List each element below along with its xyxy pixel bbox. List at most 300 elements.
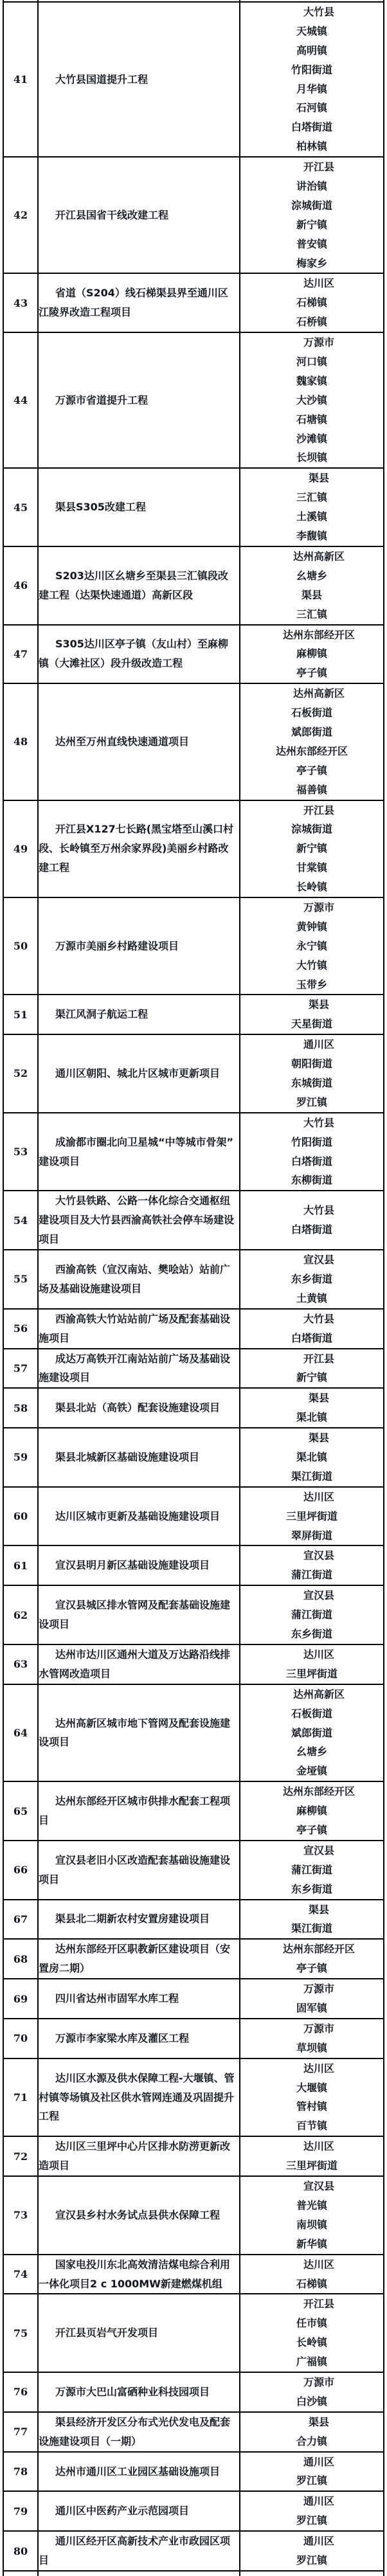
location-town: 白塔街道 xyxy=(291,1223,332,1236)
row-number: 75 xyxy=(13,2327,28,2339)
row-number: 80 xyxy=(13,2544,28,2557)
row-number-cell xyxy=(4,2532,39,2570)
location-town: 东乡街道 xyxy=(291,1882,332,1895)
location-town: 罗江镇 xyxy=(296,2514,327,2527)
project-locations-cell xyxy=(240,626,383,683)
row-number: 47 xyxy=(13,647,28,660)
project-locations-cell xyxy=(240,2532,383,2570)
location-town: 石梯镇 xyxy=(296,296,327,309)
project-title: 渠县北二期新农村安置房建设项目 xyxy=(55,1913,210,1925)
row-number: 68 xyxy=(13,1952,28,1965)
row-number: 45 xyxy=(13,501,28,514)
row-number-cell xyxy=(4,801,39,897)
row-number: 77 xyxy=(13,2426,28,2438)
row-number-cell xyxy=(4,995,39,1034)
next-row-sliver xyxy=(3,2571,384,2576)
project-locations-cell xyxy=(240,158,383,273)
location-town: 石梯镇 xyxy=(296,2277,327,2290)
row-number-cell xyxy=(4,2453,39,2491)
row-number: 76 xyxy=(13,2386,28,2399)
location-town: 福善镇 xyxy=(296,783,327,796)
project-locations-cell xyxy=(240,469,383,546)
row-number: 70 xyxy=(13,2032,28,2045)
project-locations-cell xyxy=(240,995,383,1034)
location-town: 亭子镇 xyxy=(296,667,327,680)
row-number-cell xyxy=(4,1488,39,1545)
location-town: 白塔街道 xyxy=(291,121,332,134)
project-title: 渠江风洞子航运工程 xyxy=(55,1008,148,1021)
location-county: 达川区 xyxy=(303,1490,334,1503)
table-row xyxy=(4,683,383,799)
location-town: 淙城街道 xyxy=(291,199,332,212)
location-county: 通川区 xyxy=(303,2535,334,2548)
location-town: 土黄镇 xyxy=(296,1292,327,1304)
row-number-cell xyxy=(4,2137,39,2175)
location-town: 新宁镇 xyxy=(296,218,327,231)
project-locations-cell xyxy=(240,1586,383,1644)
row-number-cell xyxy=(4,626,39,683)
location-town: 蒲江街道 xyxy=(291,1863,332,1876)
location-town: 南坝镇 xyxy=(296,2218,327,2231)
project-title: 成渝都市圈北向卫星城“中等城市骨架”建设项目 xyxy=(39,1135,234,1167)
location-county: 通川区 xyxy=(303,2495,334,2508)
table-row xyxy=(4,1899,383,1939)
row-number: 55 xyxy=(13,1273,28,1286)
location-town: 罗江镇 xyxy=(296,2554,327,2567)
location-town: 管村镇 xyxy=(296,2100,327,2113)
location-town: 幺塘乡 xyxy=(296,569,327,582)
table-row xyxy=(4,2411,383,2451)
project-title: 开江县X127七长路(黑宝塔至山溪口村段、长岭镇至万州余家界段)美丽乡村路改建工程 xyxy=(39,823,234,874)
row-number-cell xyxy=(4,3,39,156)
project-locations-cell xyxy=(240,1979,383,2018)
location-town: 幺塘乡 xyxy=(296,1745,327,1758)
row-number: 60 xyxy=(13,1510,28,1523)
row-number: 61 xyxy=(13,1559,28,1572)
location-town: 讲治镇 xyxy=(296,180,327,193)
location-town: 白塔街道 xyxy=(291,1155,332,1167)
project-title-cell xyxy=(39,2137,240,2175)
row-number: 69 xyxy=(13,1992,28,2005)
project-title-cell xyxy=(39,469,240,546)
project-title-cell xyxy=(39,158,240,273)
location-town: 李馥镇 xyxy=(296,530,327,543)
project-title: 达川区水源及供水保障工程-大堰镇、管村镇等场镇及社区供水管网连通及巩固提升工程 xyxy=(39,2071,235,2123)
table-row xyxy=(4,2372,383,2411)
project-locations-cell xyxy=(240,801,383,897)
project-title-cell xyxy=(39,1113,240,1191)
project-title: 万源市省道提升工程 xyxy=(55,393,148,406)
row-number-cell xyxy=(4,1250,39,1308)
table-row xyxy=(4,546,383,624)
project-title-cell xyxy=(39,1428,240,1486)
project-title-cell xyxy=(39,2059,240,2136)
project-locations-cell xyxy=(240,1428,383,1486)
location-county: 渠县 xyxy=(308,1903,329,1916)
location-town: 柏林镇 xyxy=(296,140,327,153)
project-title: 国家电投川东北高效清洁煤电综合利用一体化项目2 c 1000MW新建燃煤机组 xyxy=(39,2258,231,2290)
location-town: 梅家乡 xyxy=(296,257,327,269)
table-row xyxy=(4,1585,383,1644)
location-town: 玉带乡 xyxy=(296,978,327,991)
location-town: 新华镇 xyxy=(296,2237,327,2250)
project-locations-cell xyxy=(240,1349,383,1388)
project-title-cell xyxy=(39,1782,240,1840)
project-title: 渠县S305改建工程 xyxy=(55,501,146,514)
location-town: 东柳街道 xyxy=(291,1174,332,1187)
project-title: 渠县北站（高铁）配套设施建设项目 xyxy=(55,1401,221,1414)
location-town: 长坝镇 xyxy=(296,451,327,464)
row-number-cell xyxy=(4,1685,39,1781)
project-title-cell xyxy=(39,2453,240,2491)
row-number-cell xyxy=(4,1645,39,1684)
table-row xyxy=(4,1112,383,1191)
location-town: 渠江街道 xyxy=(291,1470,332,1482)
location-county: 渠县 xyxy=(308,472,329,485)
location-county: 达州东部经开区 xyxy=(282,1785,355,1798)
location-county: 开江县 xyxy=(303,1352,334,1365)
row-number: 43 xyxy=(13,296,28,309)
location-county: 通川区 xyxy=(303,2455,334,2468)
project-title-cell xyxy=(39,1488,240,1545)
row-number-cell xyxy=(4,1586,39,1644)
table-row xyxy=(4,994,383,1034)
row-number-cell xyxy=(4,1782,39,1840)
row-number: 46 xyxy=(13,579,28,592)
table-row xyxy=(4,897,383,994)
location-county: 达川区 xyxy=(303,2140,334,2153)
project-title: S203达川区幺塘乡至渠县三汇镇段改建工程（达渠快速通道）高新区段 xyxy=(39,569,228,601)
row-number-cell xyxy=(4,2413,39,2451)
location-town: 罗江镇 xyxy=(296,2474,327,2487)
location-town: 三里坪街道 xyxy=(285,1509,338,1522)
location-county: 达川区 xyxy=(303,2062,334,2075)
project-title-cell xyxy=(39,1841,240,1899)
row-number: 71 xyxy=(13,2091,28,2103)
location-town: 石塘镇 xyxy=(296,413,327,426)
location-town: 大竹镇 xyxy=(296,959,327,971)
table-row xyxy=(4,1644,383,1684)
location-town: 普光镇 xyxy=(296,2199,327,2211)
location-town: 石河镇 xyxy=(296,102,327,114)
location-county: 宣汉县 xyxy=(303,1549,334,1562)
table-row xyxy=(4,1308,383,1348)
table-row xyxy=(4,1249,383,1308)
row-number-cell xyxy=(4,1389,39,1427)
row-number-cell xyxy=(4,2019,39,2058)
project-title-cell xyxy=(39,3,240,156)
project-title: 万源市李家梁水库及灌区工程 xyxy=(55,2031,190,2044)
location-county: 达州东部经开区 xyxy=(282,628,355,641)
project-title-cell xyxy=(39,684,240,799)
location-town: 渠北镇 xyxy=(296,1451,327,1464)
row-number: 63 xyxy=(13,1658,28,1671)
row-number-cell xyxy=(4,1428,39,1486)
table-row xyxy=(4,2136,383,2175)
project-title: 通川区朝阳、城北片区城市更新项目 xyxy=(55,1067,221,1080)
row-number-cell xyxy=(4,547,39,624)
project-locations-cell xyxy=(240,2373,383,2411)
project-locations-cell xyxy=(240,333,383,467)
project-title-cell xyxy=(39,333,240,467)
row-number: 54 xyxy=(13,1214,28,1227)
location-county: 达州高新区 xyxy=(292,550,345,563)
project-title: 达州至万州直线快速通道项目 xyxy=(55,735,190,748)
project-locations-cell xyxy=(240,1940,383,1978)
project-locations-cell xyxy=(240,1685,383,1781)
location-town: 合力镇 xyxy=(296,2435,327,2447)
table-row xyxy=(4,273,383,332)
project-locations-cell xyxy=(240,274,383,332)
table-row xyxy=(4,1684,383,1781)
location-town: 高明镇 xyxy=(296,44,327,57)
row-number: 48 xyxy=(13,735,28,748)
location-county: 达川区 xyxy=(303,277,334,290)
location-town: 月华镇 xyxy=(296,82,327,95)
location-county: 万源市 xyxy=(303,1983,334,1995)
project-locations-cell xyxy=(240,2453,383,2491)
project-locations-cell xyxy=(240,1546,383,1585)
table-row xyxy=(4,2018,383,2058)
project-locations-cell xyxy=(240,2413,383,2451)
location-town: 东乡街道 xyxy=(291,1628,332,1641)
project-title-cell xyxy=(39,1645,240,1684)
project-locations-cell xyxy=(240,1250,383,1308)
table-row xyxy=(4,1545,383,1585)
project-locations-cell xyxy=(240,3,383,156)
table-row xyxy=(4,624,383,683)
location-county: 渠县 xyxy=(308,2415,329,2428)
table-row xyxy=(4,1938,383,1978)
location-county: 万源市 xyxy=(303,901,334,914)
table-row xyxy=(4,1978,383,2018)
project-title-cell xyxy=(39,1191,240,1249)
location-town: 竹阳街道 xyxy=(291,1135,332,1148)
row-number: 79 xyxy=(13,2505,28,2517)
project-title: 万源市大巴山富硒种业科技园项目 xyxy=(55,2385,210,2398)
location-town: 甘棠镇 xyxy=(296,861,327,874)
location-town: 白沙镇 xyxy=(296,2395,327,2408)
row-number: 44 xyxy=(13,394,28,407)
project-title: 宣汉县明月新区基础设施建设项目 xyxy=(55,1559,210,1572)
project-title-cell xyxy=(39,2294,240,2372)
row-number: 50 xyxy=(13,940,28,953)
table-row xyxy=(4,3,383,156)
project-title: 省道（S204）线石梯渠县界至通川区江陵界改造工程项目 xyxy=(39,287,228,319)
location-county: 渠县 xyxy=(308,1392,329,1405)
location-county: 宣汉县 xyxy=(303,1589,334,1602)
project-title: 通川区经开区高新技术产业市政园区项目 xyxy=(39,2535,231,2567)
row-number: 65 xyxy=(13,1805,28,1817)
location-town: 任市镇 xyxy=(296,2317,327,2330)
location-town: 新宁镇 xyxy=(296,1371,327,1384)
location-town: 金垭镇 xyxy=(296,1765,327,1778)
row-number-cell xyxy=(4,2294,39,2372)
location-county: 达川区 xyxy=(303,2258,334,2271)
row-number: 72 xyxy=(13,2150,28,2163)
row-number-cell xyxy=(4,684,39,799)
project-title-cell xyxy=(39,626,240,683)
location-town: 普安镇 xyxy=(296,237,327,250)
row-number: 64 xyxy=(13,1726,28,1739)
row-number-cell xyxy=(4,1113,39,1191)
table-row xyxy=(4,2175,383,2254)
row-number-cell xyxy=(4,1841,39,1899)
row-number-cell xyxy=(4,2059,39,2136)
project-title-cell xyxy=(39,547,240,624)
project-title: 西渝高铁大竹站站前广场及配套基础设施项目 xyxy=(39,1312,231,1344)
project-title-cell xyxy=(39,1685,240,1781)
project-title-cell xyxy=(39,2177,240,2254)
project-title-cell xyxy=(39,1250,240,1308)
project-locations-cell xyxy=(240,2294,383,2372)
location-town: 渠北镇 xyxy=(296,1411,327,1424)
project-locations-cell xyxy=(240,684,383,799)
project-locations-cell xyxy=(240,2059,383,2136)
row-number: 42 xyxy=(13,209,28,222)
location-town: 永宁镇 xyxy=(296,939,327,952)
project-title: 宣汉县乡村水务试点县供水保障工程 xyxy=(55,2208,221,2221)
location-county: 万源市 xyxy=(303,2022,334,2035)
project-locations-cell xyxy=(240,1900,383,1939)
project-title: 达州东部经开区城市供排水配套工程项目 xyxy=(39,1795,231,1827)
project-title: 大竹县铁路、公路一体化综合交通枢纽建设项目及大竹县西渝高铁社会停车场建设项目 xyxy=(39,1194,235,1246)
location-town: 百节镇 xyxy=(296,2120,327,2132)
table-row xyxy=(4,800,383,897)
row-number: 51 xyxy=(13,1008,28,1021)
project-locations-cell xyxy=(240,2255,383,2294)
row-number: 49 xyxy=(13,842,28,855)
location-town: 亭子镇 xyxy=(296,764,327,777)
project-title: 达州市达川区通州大道及万达路沿线排水管网改造项目 xyxy=(39,1648,231,1680)
row-number: 74 xyxy=(13,2268,28,2281)
location-county: 达川区 xyxy=(303,1648,334,1661)
location-town: 淙城街道 xyxy=(291,823,332,836)
row-number: 58 xyxy=(13,1401,28,1414)
location-town: 渠县 xyxy=(301,588,322,601)
row-number-cell xyxy=(4,1900,39,1939)
project-locations-cell xyxy=(240,1488,383,1545)
location-town: 罗江镇 xyxy=(296,1095,327,1108)
table-row xyxy=(4,156,383,273)
location-town: 沙滩镇 xyxy=(296,432,327,445)
row-number-cell xyxy=(4,898,39,994)
project-title-cell xyxy=(39,1035,240,1112)
location-town: 渠江街道 xyxy=(291,1922,332,1935)
location-county: 大竹县 xyxy=(303,1312,334,1325)
location-town: 亭子镇 xyxy=(296,1962,327,1975)
location-county: 万源市 xyxy=(303,2376,334,2388)
location-county: 渠县 xyxy=(308,1432,329,1445)
location-town: 蒲江街道 xyxy=(291,1608,332,1621)
location-town: 蒲江街道 xyxy=(291,1569,332,1581)
project-title-cell xyxy=(39,2373,240,2411)
location-town: 麻柳镇 xyxy=(296,1805,327,1817)
location-county: 开江县 xyxy=(303,804,334,816)
location-county: 宣汉县 xyxy=(303,1254,334,1266)
row-number-cell xyxy=(4,274,39,332)
project-title: 开江县页岩气开发项目 xyxy=(55,2327,159,2339)
previous-row-sliver xyxy=(3,0,384,1)
row-number: 41 xyxy=(13,73,28,86)
project-title-cell xyxy=(39,1389,240,1427)
location-town: 斌郎街道 xyxy=(291,1726,332,1739)
project-locations-cell xyxy=(240,2492,383,2530)
location-town: 魏家镇 xyxy=(296,374,327,387)
table-row xyxy=(4,2530,383,2570)
location-town: 石桥镇 xyxy=(296,316,327,329)
location-town: 朝阳街道 xyxy=(291,1058,332,1070)
location-county: 大竹县 xyxy=(303,1204,334,1217)
location-town: 石板街道 xyxy=(291,1707,332,1720)
location-county: 宣汉县 xyxy=(303,2180,334,2193)
location-county: 大竹县 xyxy=(303,6,334,18)
row-number-cell xyxy=(4,1191,39,1249)
location-town: 土溪镇 xyxy=(296,510,327,523)
project-locations-cell xyxy=(240,898,383,994)
project-title: 万源市美丽乡村路建设项目 xyxy=(55,939,179,952)
table-row xyxy=(4,1034,383,1112)
project-title-cell xyxy=(39,274,240,332)
location-town: 亭子镇 xyxy=(296,1823,327,1836)
project-title: 达州高新区城市地下管网及配套设施建设项目 xyxy=(39,1716,231,1749)
location-county: 开江县 xyxy=(303,161,334,174)
location-county: 大竹县 xyxy=(303,1116,334,1129)
project-title: 大竹县国道提升工程 xyxy=(55,73,148,86)
location-town: 三汇镇 xyxy=(296,608,327,620)
location-town: 三里坪街道 xyxy=(285,1667,338,1680)
table-row xyxy=(4,2451,383,2491)
location-town: 天城镇 xyxy=(296,24,327,37)
project-title-cell xyxy=(39,2532,240,2570)
project-locations-cell xyxy=(240,547,383,624)
location-county: 渠县 xyxy=(308,998,329,1011)
project-title: 宣汉县城区排水管网及配套基础设施建设项目 xyxy=(39,1599,231,1631)
table-row xyxy=(4,467,383,546)
project-title: 达川区三里坪中心片区排水防涝更新改造项目 xyxy=(39,2140,231,2172)
row-number-cell xyxy=(4,1349,39,1388)
table-row xyxy=(4,2254,383,2294)
row-number-cell xyxy=(4,1310,39,1348)
location-town: 广福镇 xyxy=(296,2355,327,2368)
project-title: 达州市通川区工业园区基础设施项目 xyxy=(55,2465,221,2478)
location-town: 麻柳镇 xyxy=(296,647,327,660)
project-locations-cell xyxy=(240,1389,383,1427)
project-title: 西渝高铁（宣汉南站、樊哙站）站前广场及基础设施建设项目 xyxy=(39,1263,231,1295)
table-row xyxy=(4,2058,383,2136)
project-locations-cell xyxy=(240,1645,383,1684)
table-row xyxy=(4,1781,383,1840)
location-town: 东乡街道 xyxy=(291,1272,332,1285)
row-number: 59 xyxy=(13,1451,28,1464)
row-number-cell xyxy=(4,2255,39,2294)
location-town: 达州东部经开区 xyxy=(275,744,348,757)
location-town: 固军镇 xyxy=(296,2002,327,2015)
project-title-cell xyxy=(39,1900,240,1939)
project-title: 渠县经济开发区分布式光伏发电及配套设施建设项目（一期） xyxy=(39,2415,231,2447)
row-number-cell xyxy=(4,158,39,273)
row-number: 67 xyxy=(13,1913,28,1925)
row-number: 66 xyxy=(13,1864,28,1877)
project-locations-cell xyxy=(240,2137,383,2175)
location-town: 大沙镇 xyxy=(296,393,327,406)
project-title: 成达万高铁开江南站站前广场及基础设施建设项目 xyxy=(39,1352,231,1384)
row-number-cell xyxy=(4,1940,39,1978)
row-number-cell xyxy=(4,2492,39,2530)
row-number: 57 xyxy=(13,1362,28,1374)
location-county: 宣汉县 xyxy=(303,1844,334,1857)
project-locations-cell xyxy=(240,1191,383,1249)
